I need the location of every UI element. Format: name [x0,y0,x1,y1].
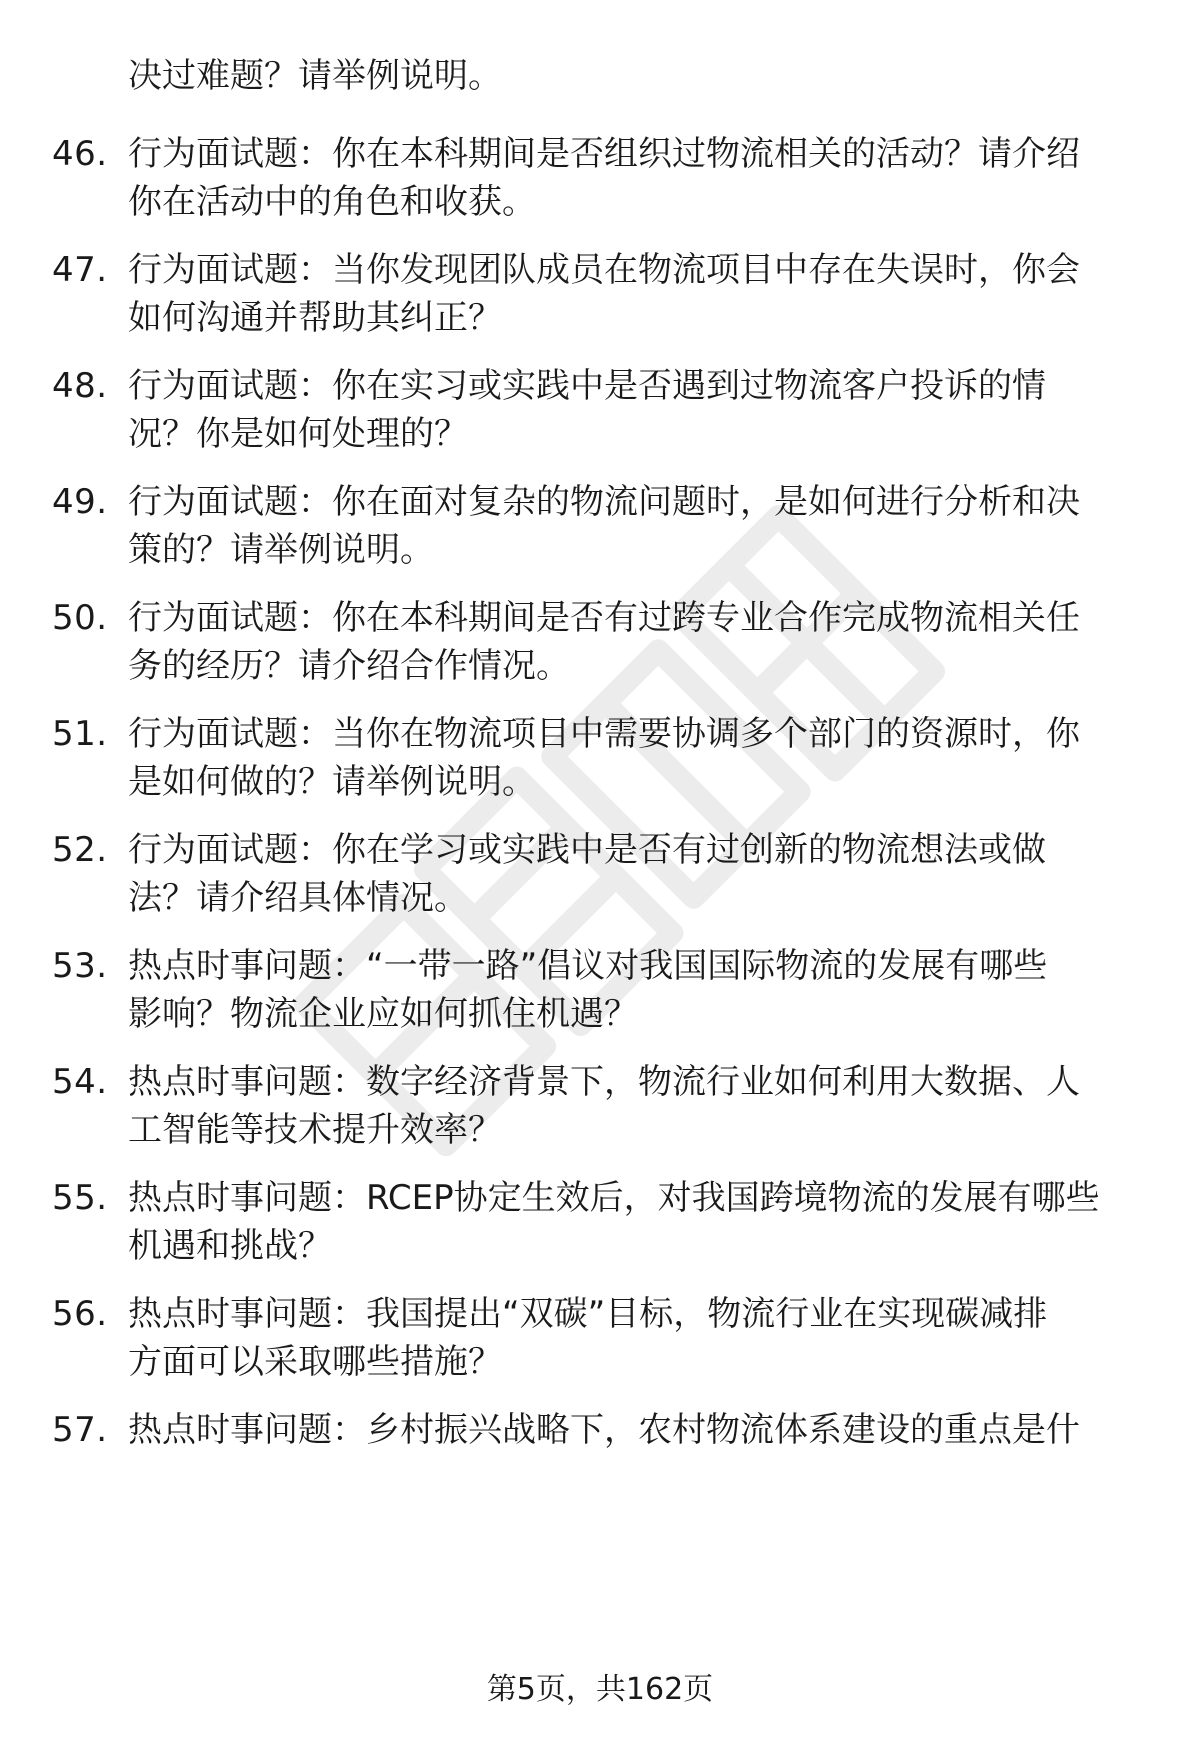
item-text-line: 热点时事问题：我国提出“双碳”目标，物流行业在实现碳减排 [128,1294,1048,1334]
item-text-line: 是如何做的？请举例说明。 [128,762,536,802]
page-number-label: 第5页，共162页 [486,1672,714,1707]
item-text-line: 机遇和挑战？ [128,1226,332,1266]
item-text-line: 行为面试题：你在学习或实践中是否有过创新的物流想法或做 [128,830,1046,870]
item-text-line: 你在活动中的角色和收获。 [128,182,536,222]
item-text-line: 况？你是如何处理的？ [128,414,468,454]
item-text-line: 务的经历？请介绍合作情况。 [128,646,570,686]
item-number: 54. [52,1062,108,1102]
page-footer [0,1668,1200,1712]
item-number: 51. [52,714,108,754]
item-number: 49. [52,482,108,522]
item-number: 53. [52,946,108,986]
item-text-line: 决过难题？请举例说明。 [128,56,502,96]
item-text-line: 行为面试题：你在面对复杂的物流问题时，是如何进行分析和决 [128,482,1080,522]
item-number: 52. [52,830,108,870]
item-number: 47. [52,250,108,290]
item-text-line: 热点时事问题：数字经济背景下，物流行业如何利用大数据、人 [128,1062,1080,1102]
item-text-line: 行为面试题：你在本科期间是否组织过物流相关的活动？请介绍 [128,134,1080,174]
item-text-line: 影响？物流企业应如何抓住机遇？ [128,994,638,1034]
item-text-line: 行为面试题：当你发现团队成员在物流项目中存在失误时，你会 [128,250,1080,290]
item-text-line: 热点时事问题：RCEP协定生效后，对我国跨境物流的发展有哪些 [128,1178,1100,1218]
item-text-line: 如何沟通并帮助其纠正？ [128,298,502,338]
item-number: 56. [52,1294,108,1334]
item-number: 55. [52,1178,108,1218]
item-text-line: 热点时事问题：乡村振兴战略下，农村物流体系建设的重点是什 [128,1410,1080,1450]
item-number: 48. [52,366,108,406]
item-text-line: 热点时事问题：“一带一路”倡议对我国国际物流的发展有哪些 [128,946,1048,986]
item-text-line: 工智能等技术提升效率？ [128,1110,502,1150]
item-number: 50. [52,598,108,638]
item-text-line: 行为面试题：你在实习或实践中是否遇到过物流客户投诉的情 [128,366,1046,406]
item-text-line: 行为面试题：当你在物流项目中需要协调多个部门的资源时，你 [128,714,1080,754]
item-text-line: 法？请介绍具体情况。 [128,878,468,918]
item-text-line: 策的？请举例说明。 [128,530,434,570]
item-number: 46. [52,134,108,174]
item-number: 57. [52,1410,108,1450]
item-text-line: 行为面试题：你在本科期间是否有过跨专业合作完成物流相关任 [128,598,1080,638]
item-text-line: 方面可以采取哪些措施？ [128,1342,502,1382]
